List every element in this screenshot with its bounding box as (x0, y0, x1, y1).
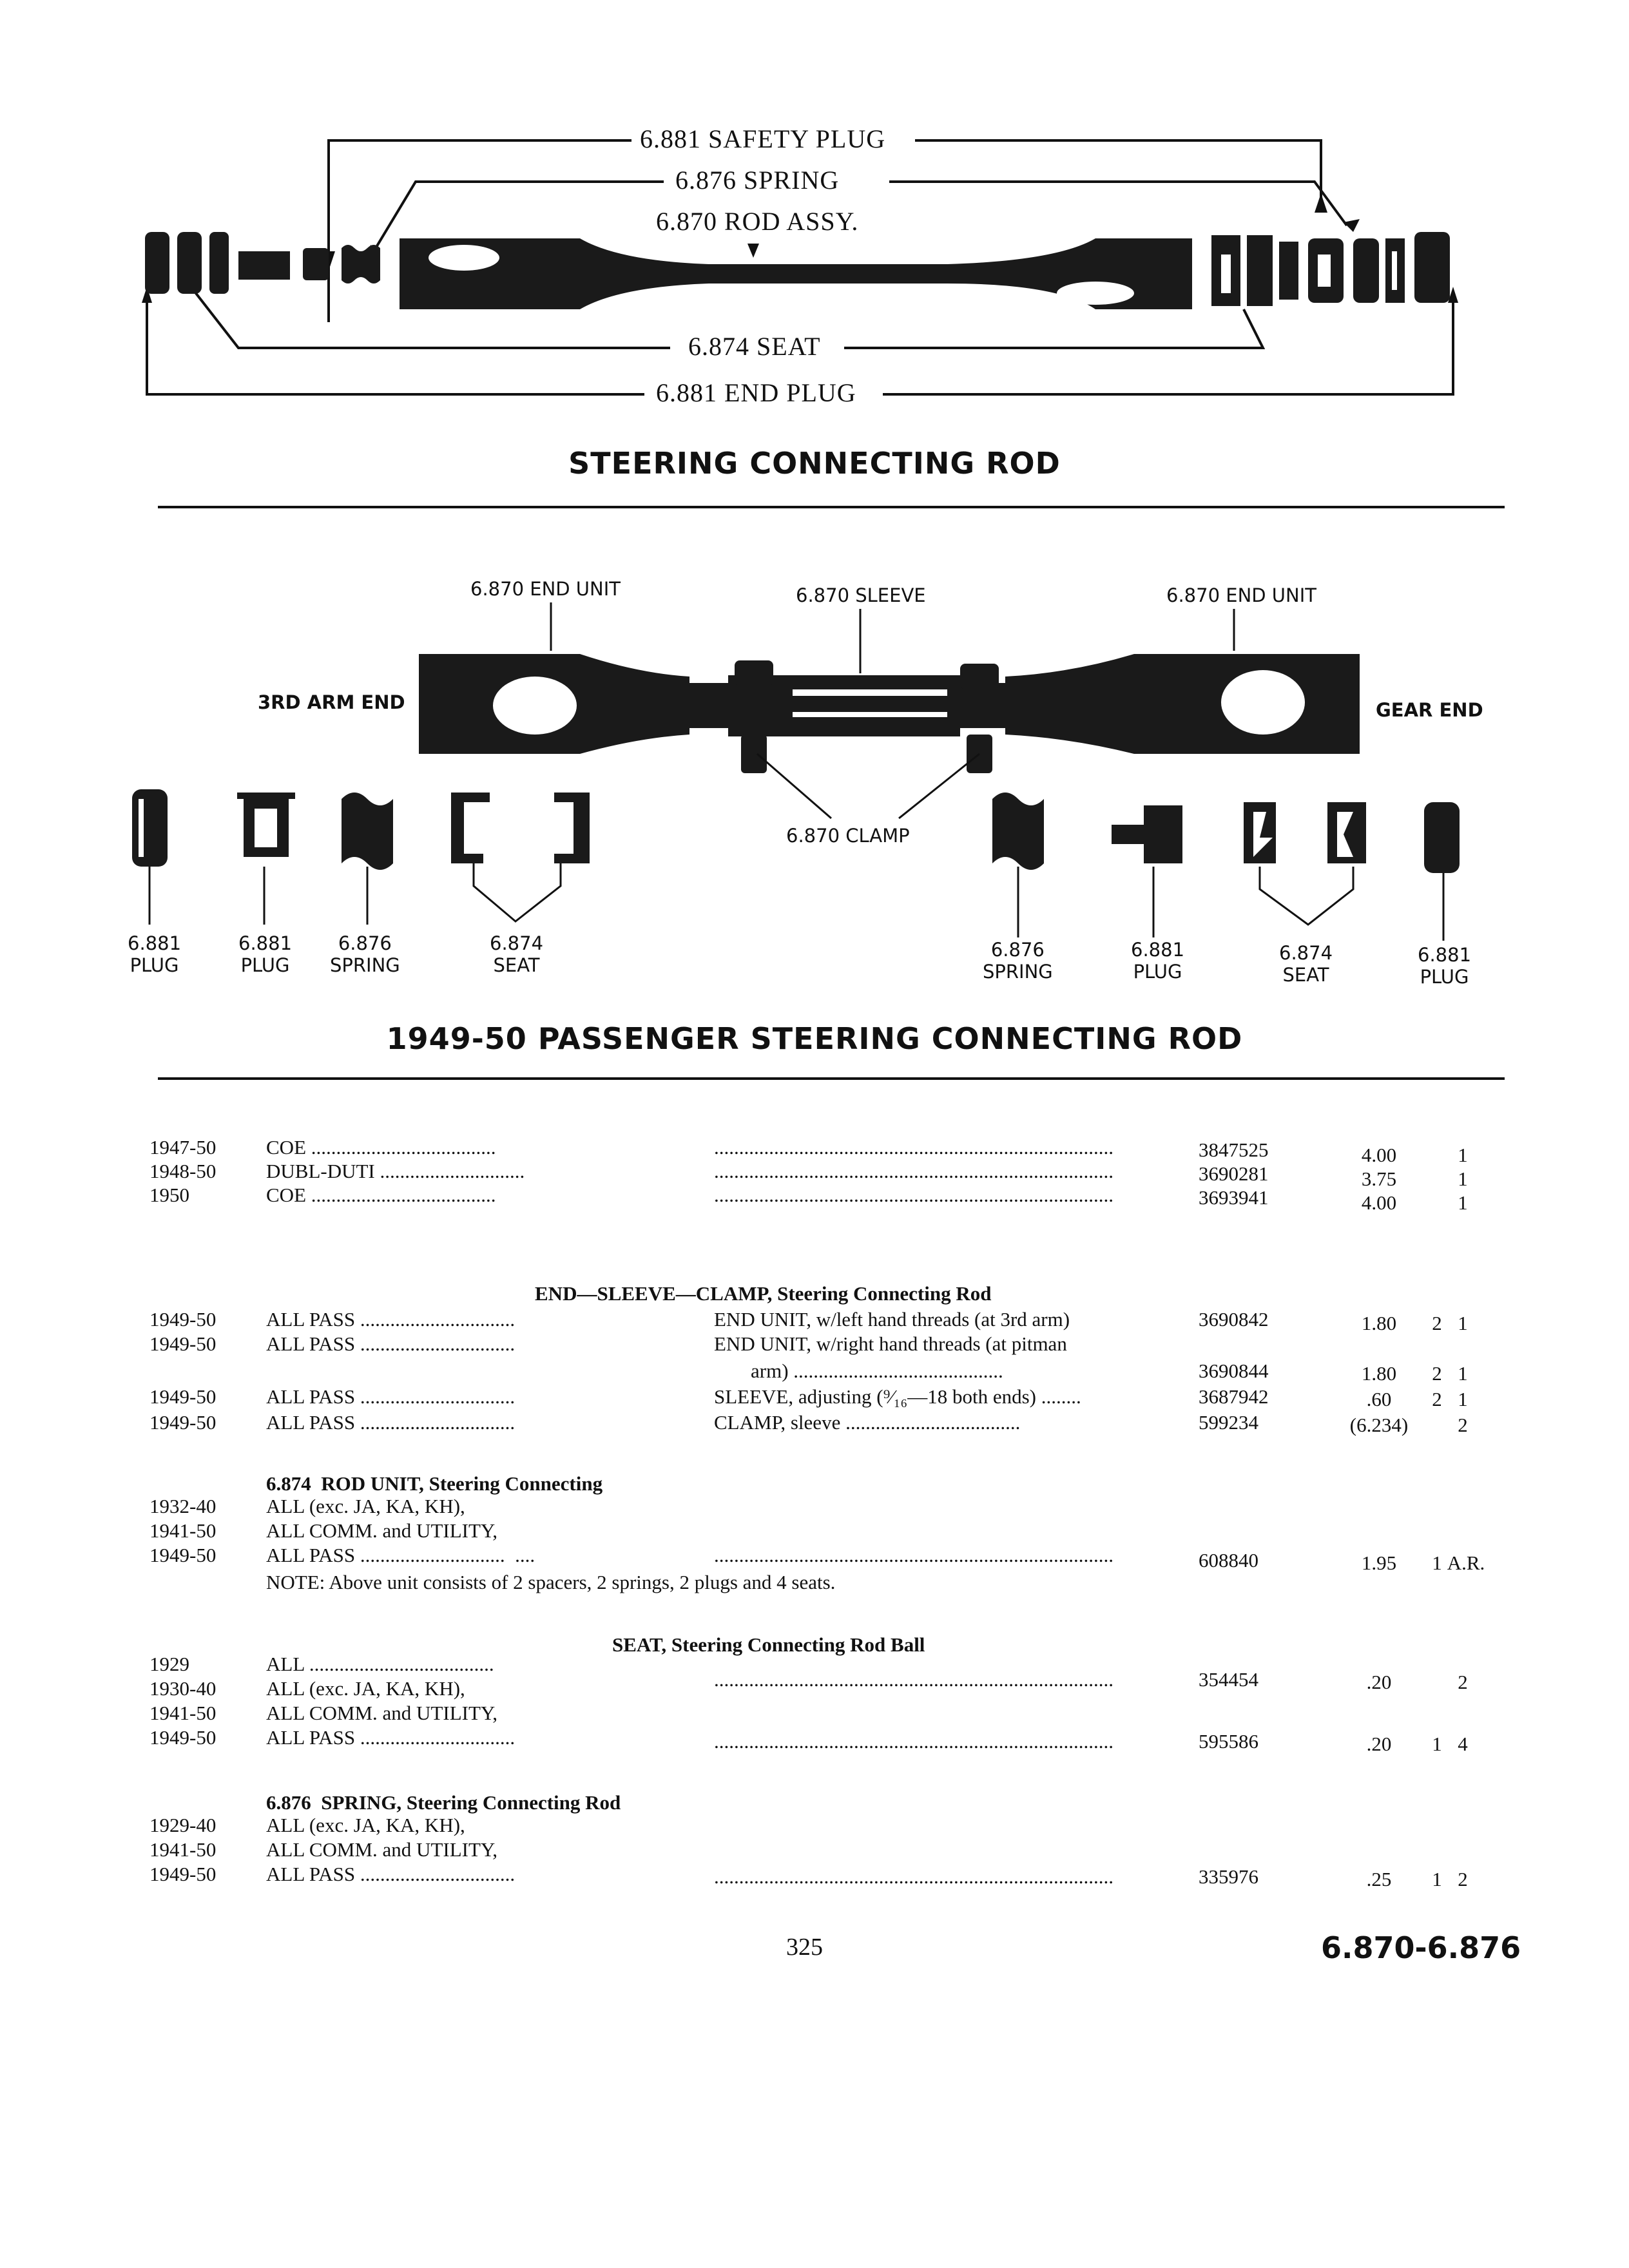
diagram2-title: 1949-50 PASSENGER STEERING CONNECTING ROD (386, 1021, 1243, 1056)
part-label-seat-2: 6.874 SEAT (1279, 942, 1333, 986)
table-row: 1929-40 ALL (exc. JA, KA, KH), (149, 1814, 465, 1836)
table-row: 1941-50 ALL COMM. and UTILITY, (149, 1838, 498, 1861)
table-row: 1949-50 ALL PASS ............................... CLAMP, sleeve ................................... 599234 (6.234) 2 (149, 1411, 1468, 1436)
group-code: 6.870-6.876 (1321, 1930, 1521, 1965)
part-label-spring-1: 6.876 SPRING (330, 932, 400, 976)
part-label-spring-2: 6.876 SPRING (983, 939, 1053, 983)
section-heading-spring: 6.876 SPRING, Steering Connecting Rod (266, 1791, 621, 1814)
label-seat: 6.874 SEAT (683, 331, 826, 361)
table-row: 1948-50 DUBL-DUTI ............................. ................................................................................ 3690281 3.75 1 (149, 1160, 1468, 1190)
table-row: 1949-50 ALL PASS ............................... ................................................................................ 595586 .20 1 4 (149, 1726, 1468, 1755)
label-rod-assy: 6.870 ROD ASSY. (656, 207, 859, 236)
part-label-seat-1: 6.874 SEAT (490, 932, 544, 976)
section-heading-seat: SEAT, Steering Connecting Rod Ball (612, 1633, 925, 1656)
table-row: 1949-50 ALL PASS ............................... END UNIT, w/right hand threads (at pitman (149, 1332, 1067, 1355)
passenger-rod-exploded-diagram (0, 0, 1629, 1031)
section-heading-rod-unit: 6.874 ROD UNIT, Steering Connecting (266, 1472, 603, 1495)
part-label-plug-4: 6.881 PLUG (1418, 944, 1472, 988)
label-clamp: 6.870 CLAMP (786, 825, 910, 847)
part-label-plug-2: 6.881 PLUG (238, 932, 293, 976)
divider-bottom (158, 1077, 1505, 1080)
table-row: 1941-50 ALL COMM. and UTILITY, (149, 1702, 498, 1724)
label-end-unit-right: 6.870 END UNIT (1166, 584, 1316, 606)
table-row: 1941-50 ALL COMM. and UTILITY, (149, 1519, 498, 1542)
part-label-plug-3: 6.881 PLUG (1131, 939, 1185, 983)
table-row: 1947-50 COE ..................................... ................................................................................ 3847525 4.00 1 (149, 1136, 1468, 1166)
label-end-plug: 6.881 END PLUG (651, 378, 862, 408)
section-heading-end-sleeve-clamp: END—SLEEVE—CLAMP, Steering Connecting Rod (535, 1282, 992, 1305)
part-label-plug-1: 6.881 PLUG (128, 932, 182, 976)
table-row: 1930-40 ALL (exc. JA, KA, KH), ................................................................................ 354454 .20 2 (149, 1668, 1468, 1700)
table-row: 1949-50 ALL PASS ............................... END UNIT, w/left hand threads (at 3rd arm) 3690842 1.80 2 1 (149, 1308, 1468, 1334)
table-row: 1949-50 ALL PASS ............................... ................................................................................ 335976 .25 1 2 (149, 1863, 1468, 1890)
table-row: 1950 COE ..................................... ................................................................................ 3693941 4.00 1 (149, 1184, 1468, 1214)
label-end-unit-left: 6.870 END UNIT (470, 578, 621, 600)
table-row: 1949-50 ALL PASS ............................... SLEEVE, adjusting (⁹⁄₁₆—18 both ends) ........ 3687942 .60 2 1 (149, 1385, 1468, 1410)
diagram1-title: STEERING CONNECTING ROD (568, 446, 1061, 481)
label-spring: 6.876 SPRING (670, 165, 844, 195)
label-arm-end: 3RD ARM END (258, 691, 405, 713)
label-safety-plug: 6.881 SAFETY PLUG (635, 124, 891, 154)
table-row: arm) .......................................... 3690844 1.80 2 1 (751, 1360, 1468, 1385)
page-number: 325 (786, 1934, 823, 1961)
label-gear-end: GEAR END (1376, 699, 1483, 721)
table-row: 1932-40 ALL (exc. JA, KA, KH), (149, 1495, 465, 1517)
table-row: 1929 ALL ..................................... (149, 1653, 494, 1675)
label-sleeve: 6.870 SLEEVE (796, 584, 926, 606)
table-row: 1949-50 ALL PASS ............................. .... ................................................................................ 608840 1.95 1 A.R. (149, 1544, 1485, 1574)
rod-unit-note: NOTE: Above unit consists of 2 spacers, 2 springs, 2 plugs and 4 seats. (266, 1571, 836, 1593)
